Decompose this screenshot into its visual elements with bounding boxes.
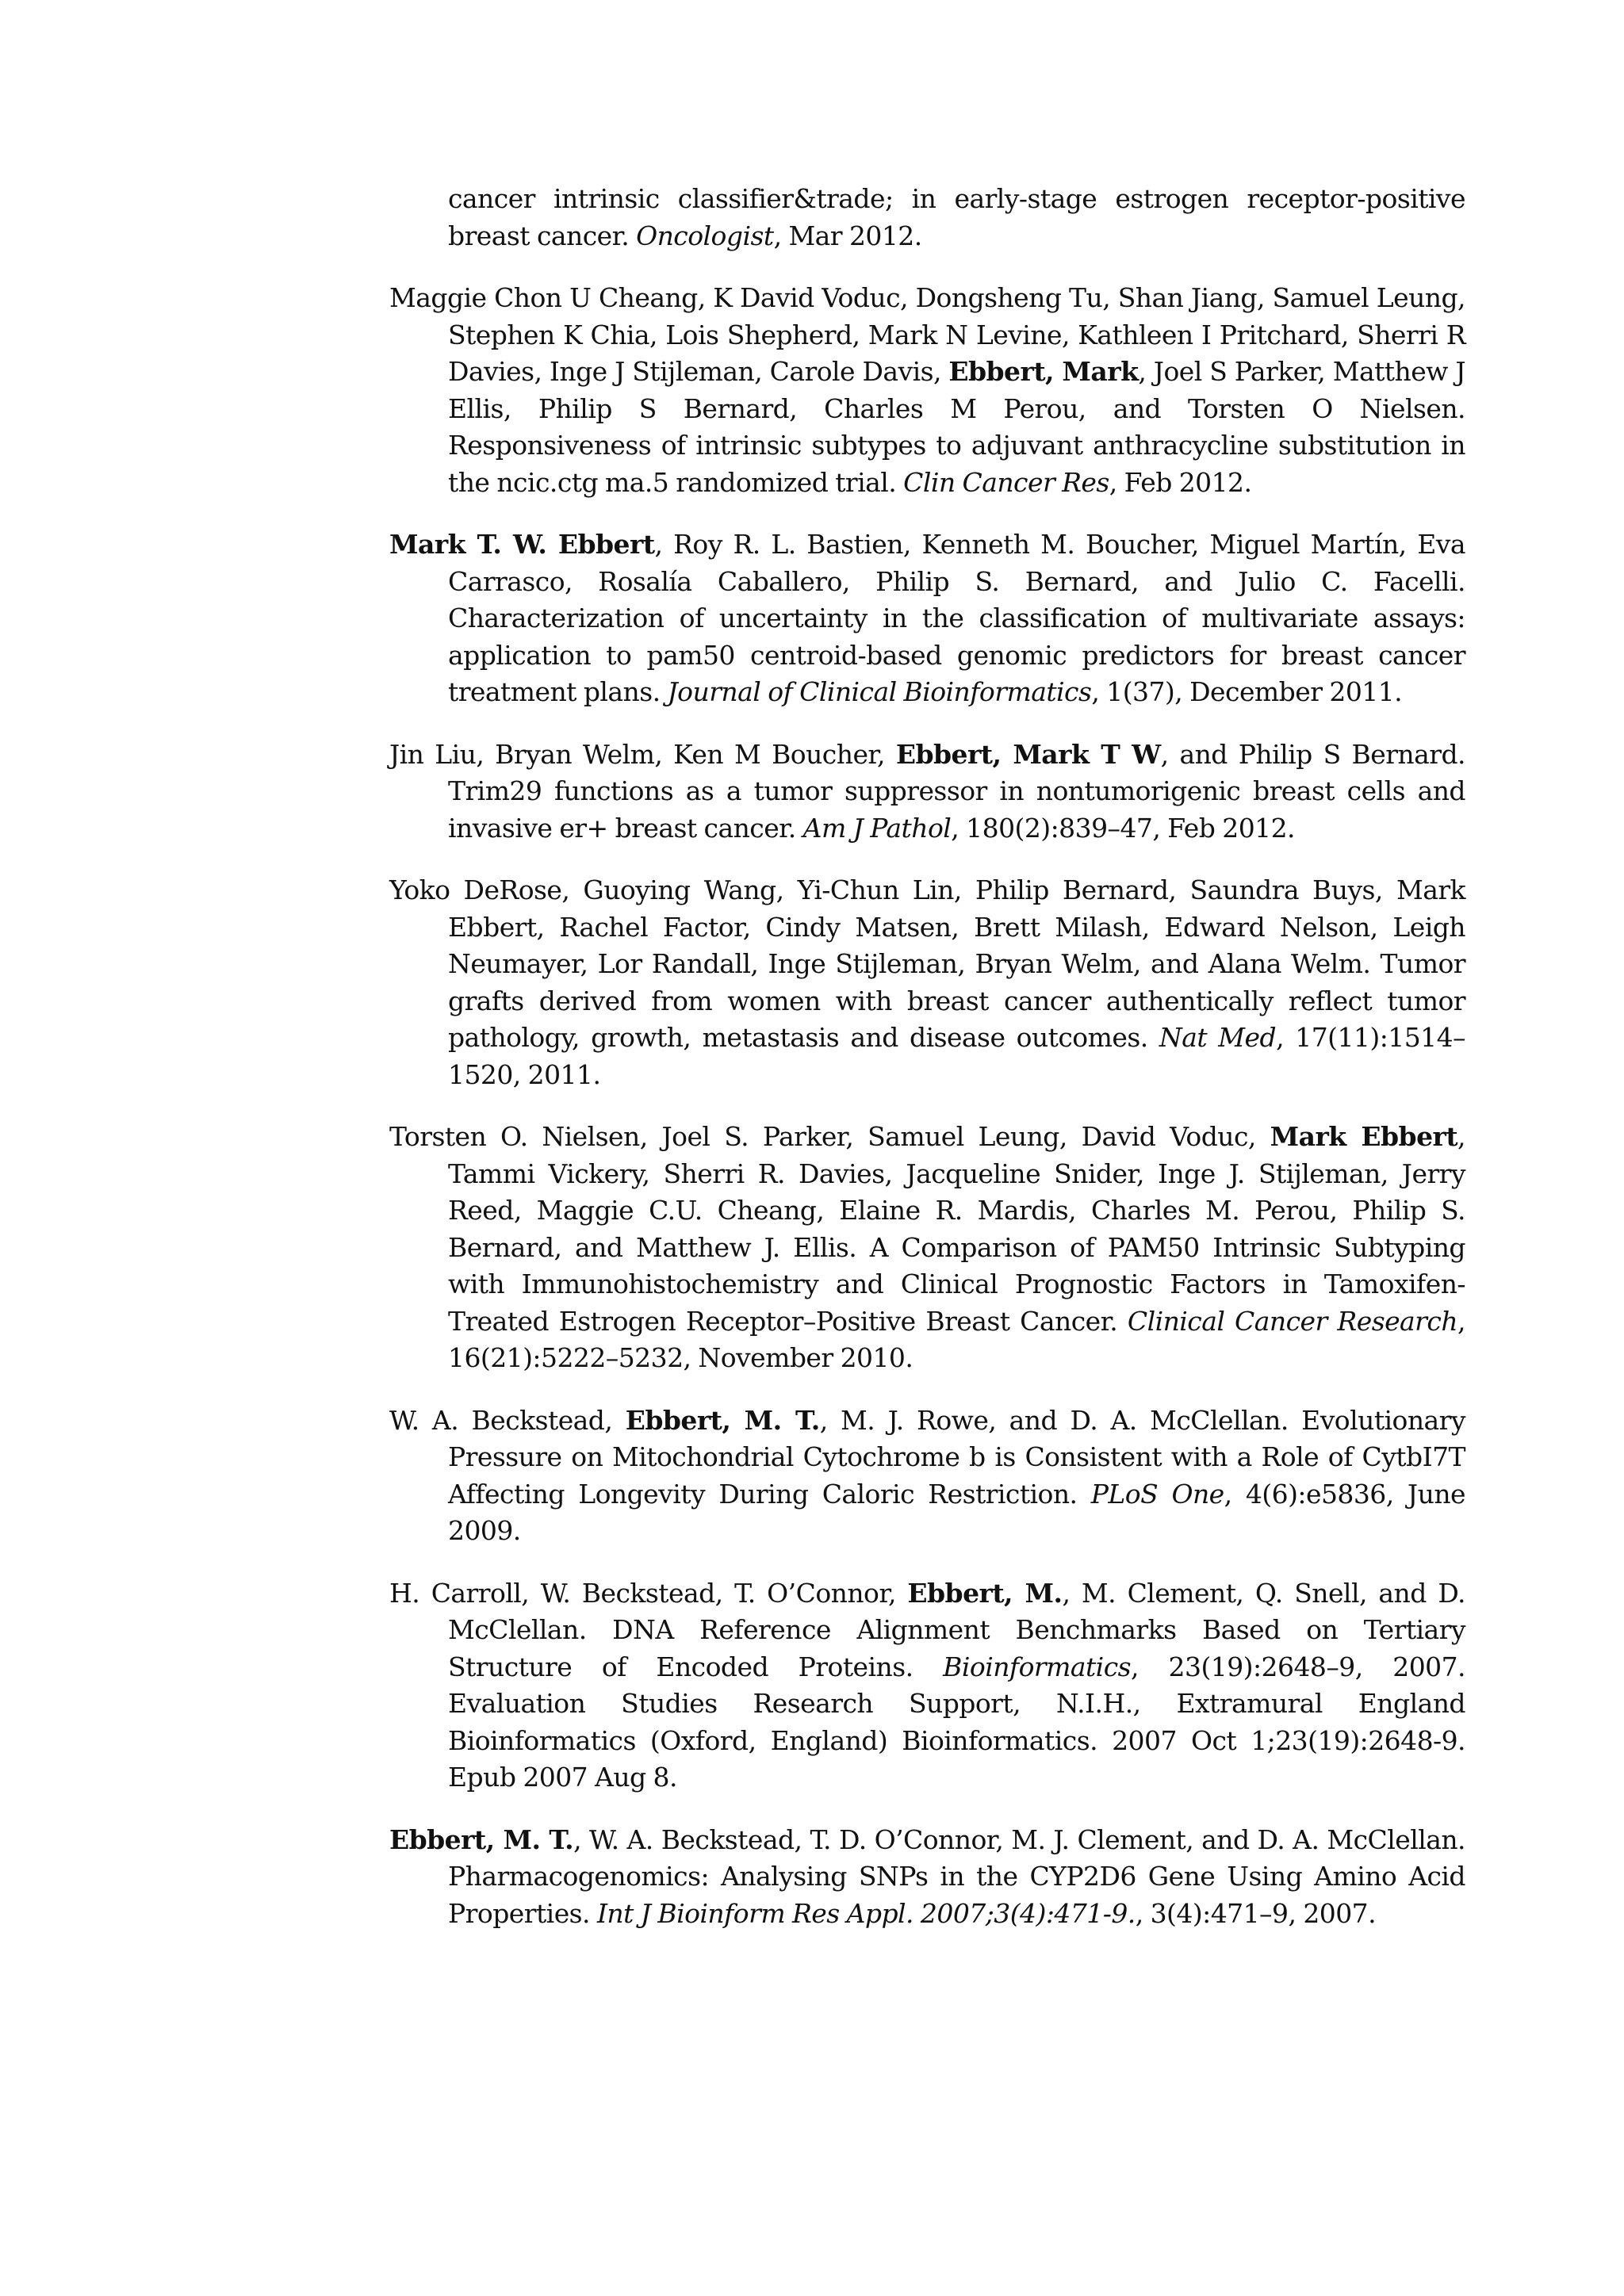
- publication-venue: Journal of Clinical Bioinformatics: [667, 676, 1092, 707]
- reference-text: W. A. Beckstead,: [389, 1404, 626, 1436]
- reference-text: , Roy R. L. Bastien, Kenneth M. Boucher, Miguel Martín, Eva Carrasco, Rosalía Caballero, Philip S. Bernard, and Julio C. Facelli. Characterization of uncertainty in the classification of multivariate assays: application to pam50 centroid-based genomic predictors for breast cancer treatment plans.: [448, 529, 1465, 707]
- publication-venue: Oncologist: [636, 220, 774, 251]
- highlighted-author: Mark T. W. Ebbert: [389, 529, 655, 560]
- highlighted-author: Ebbert, M.: [907, 1577, 1063, 1609]
- highlighted-author: Ebbert, M. T.: [625, 1404, 820, 1436]
- reference-text: , and Philip S Bernard. Trim29 functions as a tumor suppressor in nontumorigenic breast cells and invasive er+ breast cancer.: [448, 738, 1466, 844]
- reference-text: , W. A. Beckstead, T. D. O’Connor, M. J. Clement, and D. A. McClellan. Pharmacogenomics: Analysing SNPs in the CYP2D6 Gene Using Amino Acid Properties.: [448, 1823, 1465, 1929]
- publication-venue: PLoS One: [1090, 1478, 1224, 1510]
- reference-entry-continued: [389, 181, 1465, 254]
- publication-venue: Int J Bioinform Res Appl. 2007;3(4):471-9.: [596, 1897, 1136, 1929]
- reference-entry: [389, 872, 1465, 1093]
- highlighted-author: Ebbert, Mark: [948, 356, 1139, 387]
- reference-text: , 1(37), December 2011.: [1091, 676, 1403, 707]
- publication-venue: Am J Pathol: [802, 812, 952, 844]
- highlighted-author: Ebbert, M. T.: [389, 1823, 574, 1855]
- reference-entry: [389, 737, 1465, 848]
- publication-venue: Clinical Cancer Research: [1127, 1305, 1458, 1337]
- reference-text: Jin Liu, Bryan Welm, Ken M Boucher,: [389, 738, 896, 770]
- reference-text: , M. Clement, Q. Snell, and D. McClellan. DNA Reference Alignment Benchmarks Based on Tertiary Structure of Encoded Proteins.: [448, 1577, 1465, 1682]
- reference-entry: [389, 1822, 1465, 1933]
- reference-entry: [389, 280, 1465, 501]
- reference-text: , 180(2):839–47, Feb 2012.: [951, 812, 1295, 844]
- publication-venue: Bioinformatics: [943, 1651, 1132, 1682]
- reference-text: , Joel S Parker, Matthew J Ellis, Philip S Bernard, Charles M Perou, and Torsten O Nielsen. Responsiveness of intrinsic subtypes to adjuvant anthracycline substitution in the ncic.ctg ma.5 randomized trial.: [448, 356, 1466, 498]
- reference-entry: [389, 1402, 1465, 1550]
- highlighted-author: Ebbert, Mark T W: [895, 738, 1161, 770]
- reference-text: Maggie Chon U Cheang, K David Voduc, Dongsheng Tu, Shan Jiang, Samuel Leung, Stephen K Chia, Lois Shepherd, Mark N Levine, Kathleen I Pritchard, Sherri R Davies, Inge J Stijleman, Carole Davis,: [389, 282, 1465, 387]
- reference-entry: [389, 526, 1465, 711]
- reference-text: , Mar 2012.: [773, 220, 922, 251]
- reference-text: , 4(6):e5836, June 2009.: [448, 1478, 1465, 1546]
- publication-venue: Nat Med: [1159, 1022, 1277, 1053]
- reference-text: , 23(19):2648–9, 2007. Evaluation Studies Research Support, N.I.H., Extramural England Bioinformatics (Oxford, England) Bioinformatics. 2007 Oct 1;23(19):2648-9. Epub 2007 Aug 8.: [448, 1651, 1465, 1793]
- reference-text: cancer intrinsic classifier&trade; in early-stage estrogen receptor-positive breast cancer.: [448, 183, 1465, 251]
- reference-text: , 17(11):1514–1520, 2011.: [448, 1022, 1465, 1090]
- reference-list: [389, 181, 1465, 1957]
- reference-text: Torsten O. Nielsen, Joel S. Parker, Samuel Leung, David Voduc,: [389, 1121, 1270, 1152]
- reference-entry: [389, 1119, 1465, 1377]
- reference-text: Yoko DeRose, Guoying Wang, Yi-Chun Lin, Philip Bernard, Saundra Buys, Mark Ebbert, Rachel Factor, Cindy Matsen, Brett Milash, Edward Nelson, Leigh Neumayer, Lor Randall, Inge Stijleman, Bryan Welm, and Alana Welm. Tumor grafts derived from women with breast cancer authentically reflect tumor pathology, growth, metastasis and disease outcomes.: [389, 874, 1465, 1053]
- reference-text: , 16(21):5222–5232, November 2010.: [448, 1305, 1465, 1373]
- reference-text: , M. J. Rowe, and D. A. McClellan. Evolutionary Pressure on Mitochondrial Cytochrome b is Consistent with a Role of CytbI7T Affecting Longevity During Caloric Restriction.: [448, 1404, 1465, 1510]
- reference-entry: [389, 1575, 1465, 1797]
- highlighted-author: Mark Ebbert: [1270, 1121, 1458, 1152]
- reference-text: , Feb 2012.: [1109, 466, 1252, 498]
- reference-text: , Tammi Vickery, Sherri R. Davies, Jacqueline Snider, Inge J. Stijleman, Jerry Reed, Maggie C.U. Cheang, Elaine R. Mardis, Charles M. Perou, Philip S. Bernard, and Matthew J. Ellis. A Comparison of PAM50 Intrinsic Subtyping with Immunohistochemistry and Clinical Prognostic Factors in Tamoxifen-Treated Estrogen Receptor–Positive Breast Cancer.: [448, 1121, 1465, 1337]
- reference-text: H. Carroll, W. Beckstead, T. O’Connor,: [389, 1577, 908, 1609]
- publication-venue: Clin Cancer Res: [903, 466, 1109, 498]
- reference-text: , 3(4):471–9, 2007.: [1135, 1897, 1377, 1929]
